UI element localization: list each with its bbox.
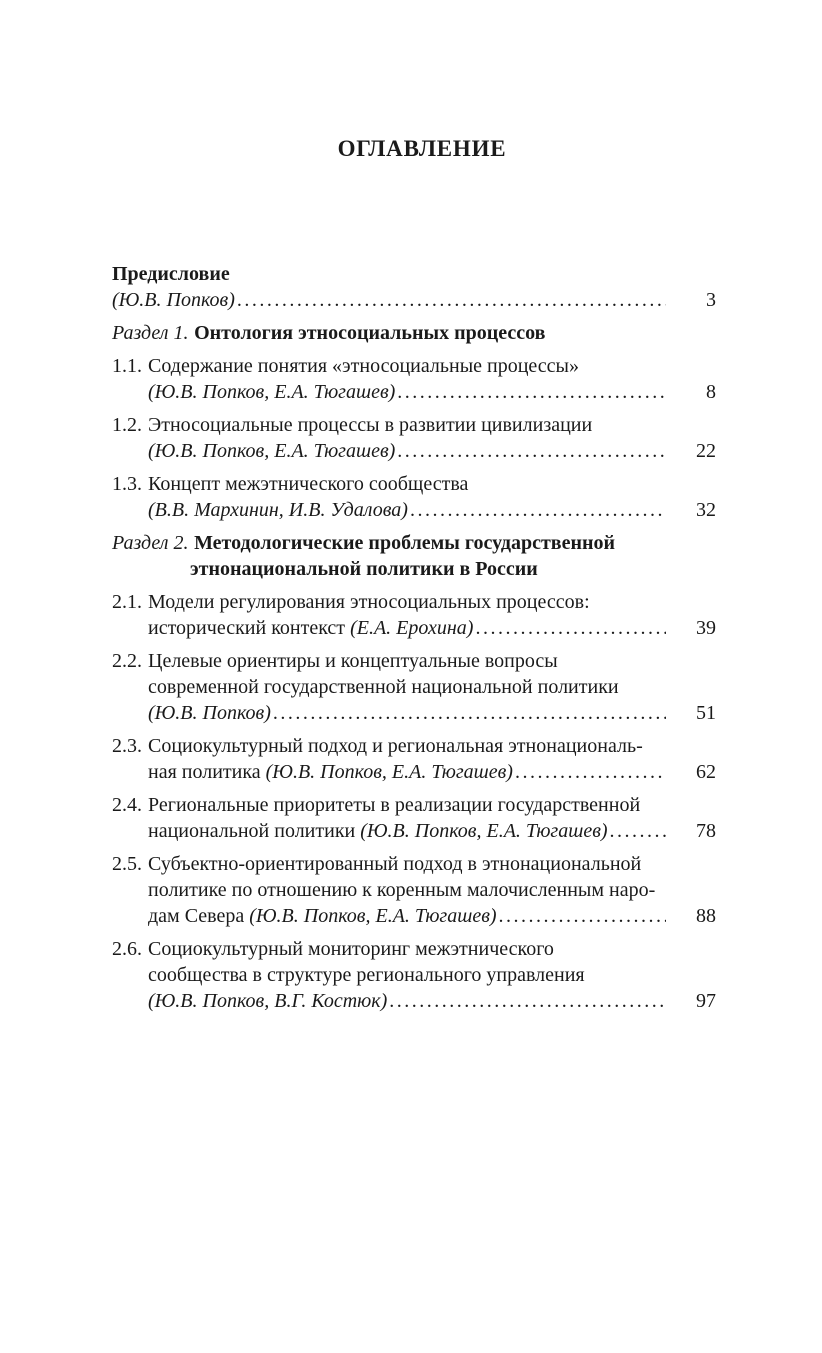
toc-entry-2-6 <box>112 936 716 1014</box>
table-of-contents <box>112 261 716 1014</box>
entry-number: 1.1. <box>112 355 142 377</box>
toc-entry-2-1 <box>112 589 716 641</box>
entry-authors: (Ю.В. Попков, Е.А. Тюгашев) <box>249 905 497 927</box>
dot-leader <box>410 497 666 523</box>
toc-entry-2-5 <box>112 851 716 929</box>
entry-number: 2.4. <box>112 794 142 816</box>
entry-authors-row <box>148 759 716 785</box>
entry-authors-row <box>148 379 716 405</box>
toc-section-1 <box>112 320 716 346</box>
entry-title: Субъектно-ориентированный подход в этнонациональной <box>148 853 642 875</box>
preface-title: Предисловие <box>112 263 230 285</box>
page-number: 32 <box>696 499 716 521</box>
entry-title-continued: современной государственной национальной политики <box>148 676 619 698</box>
entry-authors: (Ю.В. Попков, В.Г. Костюк) <box>148 990 388 1012</box>
section-1-label: Раздел 1. <box>112 322 189 344</box>
entry-authors-row <box>148 700 716 726</box>
dot-leader <box>610 818 666 844</box>
entry-authors: (В.В. Мархинин, И.В. Удалова) <box>148 499 408 521</box>
preface-title-line <box>112 261 716 287</box>
preface-authors: (Ю.В. Попков) <box>112 289 235 311</box>
entry-number: 1.3. <box>112 473 142 495</box>
preface-authors-row <box>112 287 716 313</box>
entry-authors: (Е.А. Ерохина) <box>350 617 474 639</box>
entry-title-line-2 <box>148 674 716 700</box>
entry-title-line <box>148 936 716 962</box>
entry-authors-row <box>148 903 716 929</box>
book-page <box>0 135 822 1014</box>
entry-authors: (Ю.В. Попков, Е.А. Тюгашев) <box>265 761 513 783</box>
entry-title-line <box>148 589 716 615</box>
entry-title-line <box>148 412 716 438</box>
entry-title: Социокультурный мониторинг межэтнического <box>148 938 554 960</box>
entry-title-continued: национальной политики <box>148 820 356 842</box>
entry-number: 2.3. <box>112 735 142 757</box>
entry-authors-row <box>148 818 716 844</box>
entry-title: Региональные приоритеты в реализации государственной <box>148 794 641 816</box>
entry-authors-row <box>148 615 716 641</box>
section-2-heading <box>112 530 716 556</box>
dot-leader <box>397 379 666 405</box>
dot-leader <box>397 438 666 464</box>
toc-entry-preface <box>112 261 716 313</box>
entry-title: Этносоциальные процессы в развитии цивилизации <box>148 414 593 436</box>
dot-leader <box>237 287 666 313</box>
entry-title-line-2 <box>148 962 716 988</box>
entry-title-line <box>148 792 716 818</box>
entry-authors: (Ю.В. Попков, Е.А. Тюгашев) <box>148 381 396 403</box>
toc-entry-1-2 <box>112 412 716 464</box>
page-number: 3 <box>706 289 716 311</box>
toc-section-2 <box>112 530 716 582</box>
entry-number: 1.2. <box>112 414 142 436</box>
section-1-heading <box>112 320 716 346</box>
page-number: 88 <box>696 905 716 927</box>
entry-number: 2.6. <box>112 938 142 960</box>
entry-number: 2.2. <box>112 650 142 672</box>
entry-title-line <box>148 851 716 877</box>
entry-authors: (Ю.В. Попков, Е.А. Тюгашев) <box>148 440 396 462</box>
entry-title-line <box>148 353 716 379</box>
entry-title-continued: исторический контекст <box>148 617 346 639</box>
toc-entry-2-4 <box>112 792 716 844</box>
toc-entry-1-1 <box>112 353 716 405</box>
entry-title-line <box>148 471 716 497</box>
entry-authors-row <box>148 988 716 1014</box>
toc-entry-1-3 <box>112 471 716 523</box>
page-number: 22 <box>696 440 716 462</box>
dot-leader <box>273 700 666 726</box>
section-2-title-line-1: Методологические проблемы государственной <box>194 532 616 554</box>
dot-leader <box>515 759 666 785</box>
dot-leader <box>389 988 666 1014</box>
entry-title-continued-2: дам Севера <box>148 905 245 927</box>
entry-title: Содержание понятия «этносоциальные процессы» <box>148 355 579 377</box>
entry-title-line <box>148 648 716 674</box>
entry-title: Целевые ориентиры и концептуальные вопросы <box>148 650 558 672</box>
entry-title-continued: политике по отношению к коренным малочисленным наро- <box>148 879 656 901</box>
page-number: 8 <box>706 381 716 403</box>
page-title: ОГЛАВЛЕНИЕ <box>337 136 507 161</box>
entry-number: 2.5. <box>112 853 142 875</box>
entry-title: Концепт межэтнического сообщества <box>148 473 469 495</box>
page-number: 97 <box>696 990 716 1012</box>
entry-authors: (Ю.В. Попков) <box>148 702 271 724</box>
page-number: 51 <box>696 702 716 724</box>
entry-title-continued: ная политика <box>148 761 261 783</box>
section-2-title-line-2: этнонациональной политики в России <box>190 558 538 580</box>
entry-number: 2.1. <box>112 591 142 613</box>
entry-title: Социокультурный подход и региональная этнонациональ- <box>148 735 643 757</box>
dot-leader <box>475 615 666 641</box>
page-number: 62 <box>696 761 716 783</box>
entry-authors-row <box>148 438 716 464</box>
entry-title-line <box>148 733 716 759</box>
section-1-title: Онтология этносоциальных процессов <box>194 322 546 344</box>
page-number: 78 <box>696 820 716 842</box>
section-2-label: Раздел 2. <box>112 532 189 554</box>
entry-title-line-2 <box>148 877 716 903</box>
dot-leader <box>499 903 666 929</box>
entry-title-continued: сообщества в структуре регионального управления <box>148 964 585 986</box>
toc-entry-2-2 <box>112 648 716 726</box>
toc-entry-2-3 <box>112 733 716 785</box>
entry-title: Модели регулирования этносоциальных процессов: <box>148 591 590 613</box>
entry-authors-row <box>148 497 716 523</box>
entry-authors: (Ю.В. Попков, Е.А. Тюгашев) <box>360 820 608 842</box>
page-number: 39 <box>696 617 716 639</box>
